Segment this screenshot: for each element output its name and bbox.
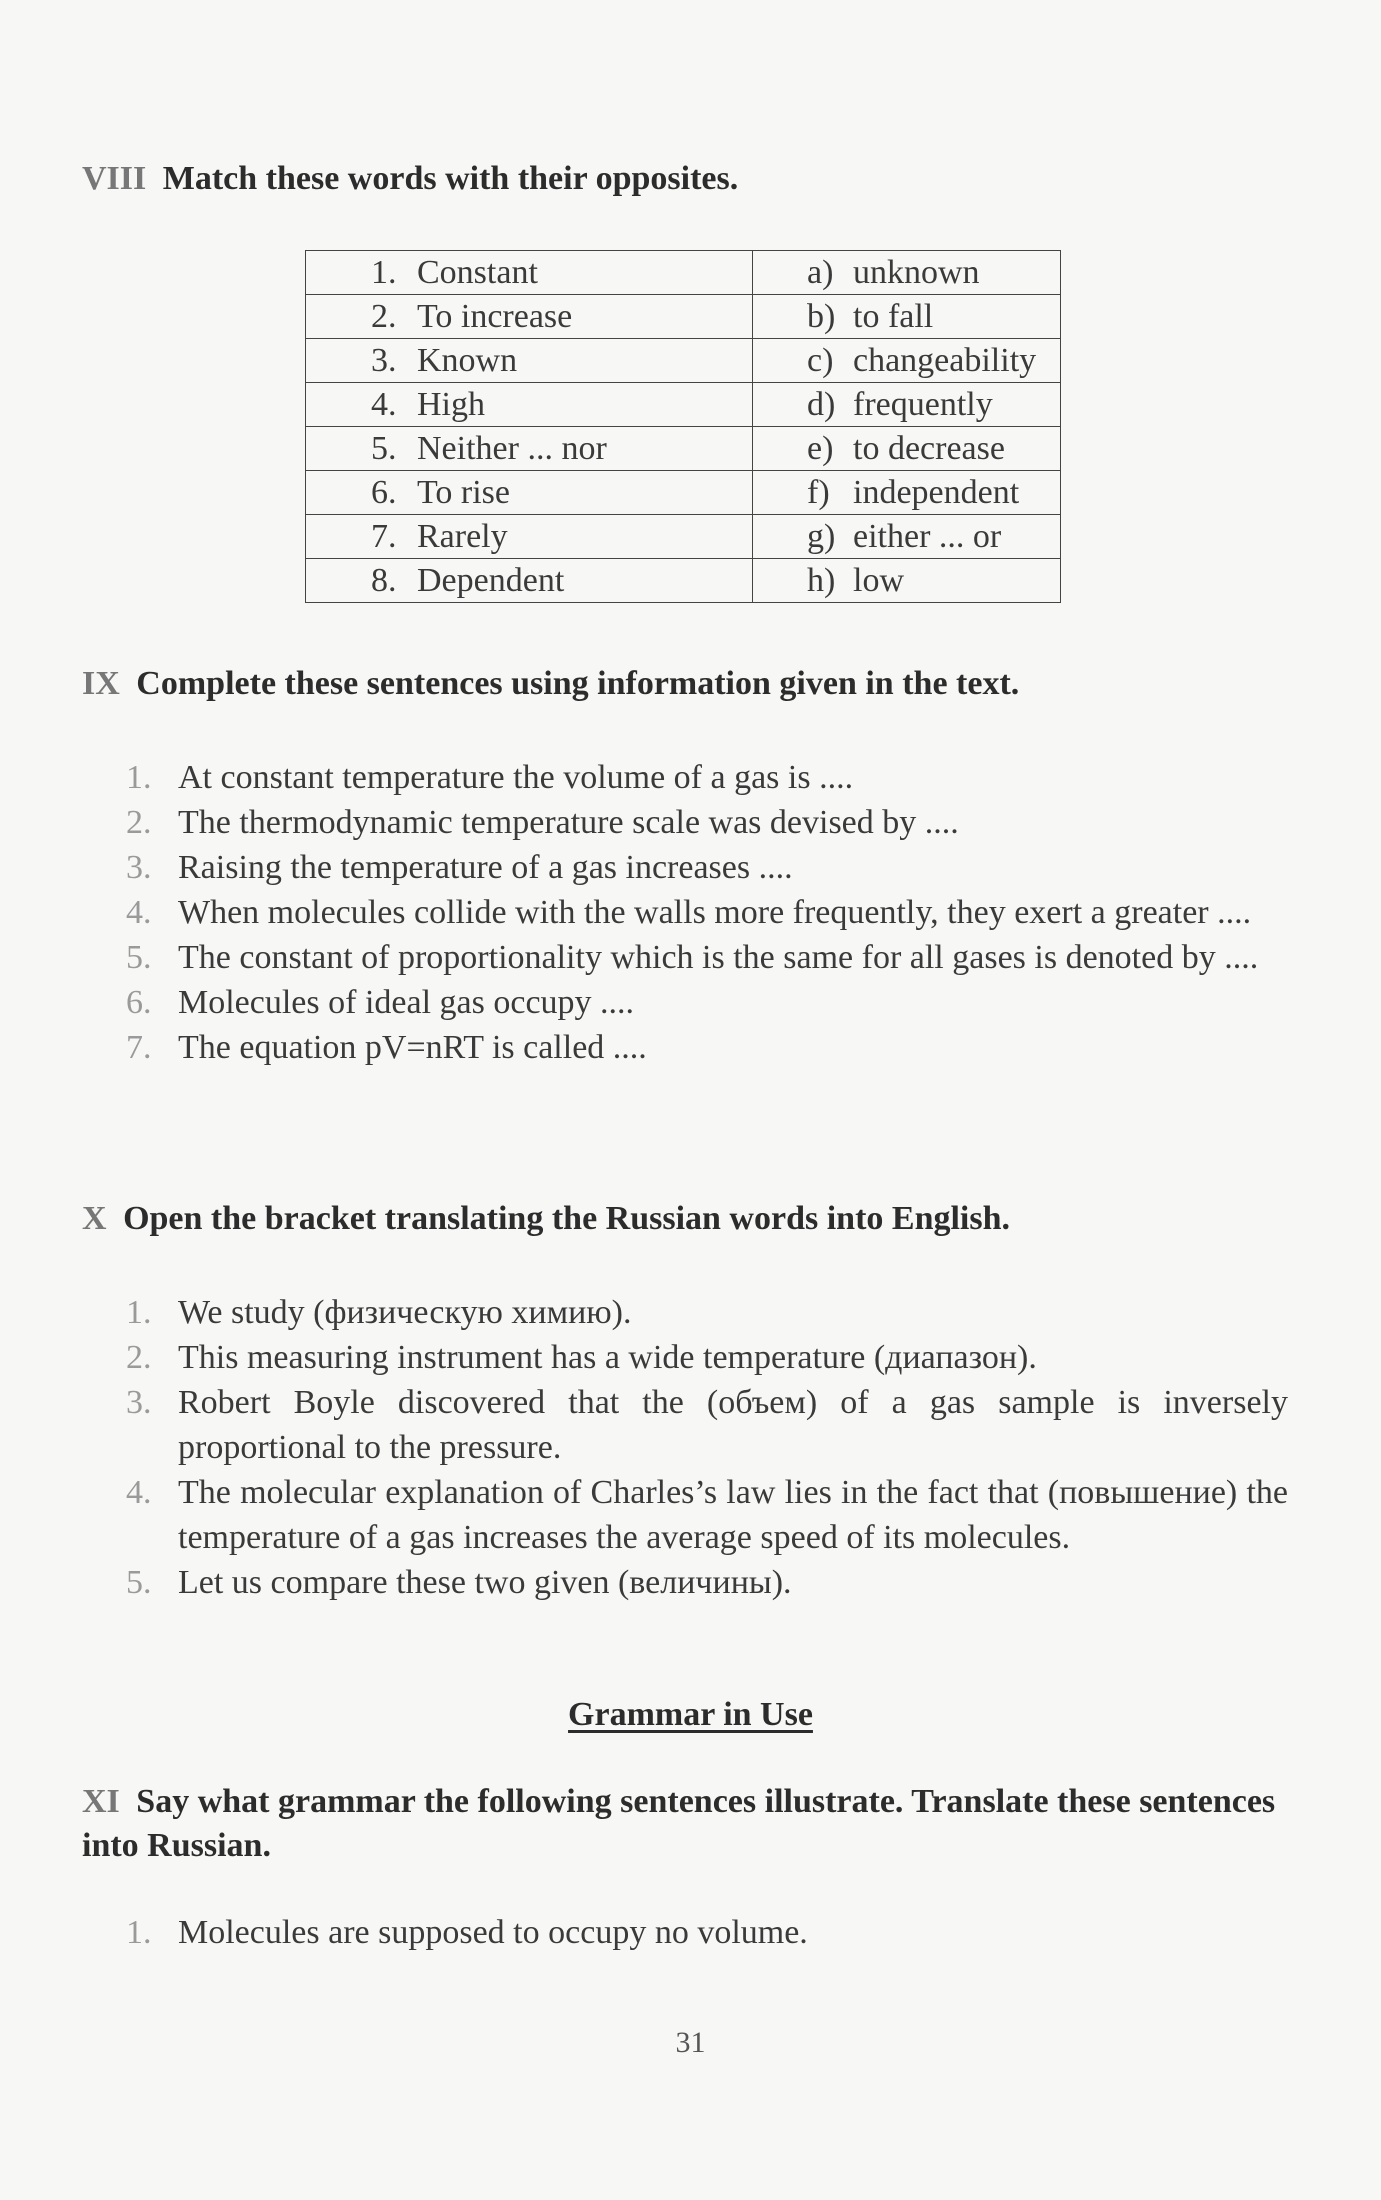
list-item: 7. The equation pV=nRT is called ....	[126, 1029, 647, 1066]
section-9-heading	[82, 665, 1019, 703]
list-item: 4. When molecules collide with the walls more frequently, they exert a greater ....	[126, 894, 1252, 931]
left-cell: 8. Dependent	[306, 559, 753, 603]
matching-table	[305, 250, 1061, 603]
left-cell: 2. To increase	[306, 295, 753, 339]
table-row	[306, 339, 1061, 383]
list-item: 2. The thermodynamic temperature scale was devised by ....	[126, 804, 959, 841]
left-cell: 5. Neither ... nor	[306, 427, 753, 471]
list-item: 2. This measuring instrument has a wide temperature (диапазон).	[126, 1339, 1037, 1376]
table-row	[306, 559, 1061, 603]
list-item: 1. Molecules are supposed to occupy no volume.	[126, 1914, 808, 1951]
table-row	[306, 383, 1061, 427]
section-11-heading	[82, 1780, 1282, 1868]
left-cell: 6. To rise	[306, 471, 753, 515]
left-cell: 4. High	[306, 383, 753, 427]
table-row	[306, 427, 1061, 471]
section-10-heading	[82, 1200, 1010, 1238]
left-cell: 3. Known	[306, 339, 753, 383]
section-9-number: IX	[82, 665, 120, 702]
left-cell: 7. Rarely	[306, 515, 753, 559]
list-item: 1. We study (физическую химию).	[126, 1294, 632, 1331]
list-item: 6. Molecules of ideal gas occupy ....	[126, 984, 635, 1021]
table-row	[306, 251, 1061, 295]
section-9-list	[126, 755, 1288, 1070]
section-8-number: VIII	[82, 160, 147, 197]
section-10-title: Open the bracket translating the Russian words into English.	[123, 1200, 1011, 1237]
list-item: 5. The constant of proportionality which is the same for all gases is denoted by ....	[126, 939, 1259, 976]
list-item: 5. Let us compare these two given (величины).	[126, 1564, 792, 1601]
table-row	[306, 471, 1061, 515]
right-cell: g) either ... or	[753, 515, 1061, 559]
right-cell: c) changeability	[753, 339, 1061, 383]
right-cell: h) low	[753, 559, 1061, 603]
section-8-heading	[82, 160, 738, 198]
list-item: 1. At constant temperature the volume of a gas is ....	[126, 759, 854, 796]
section-11-number: XI	[82, 1783, 120, 1820]
section-10-number: X	[82, 1200, 107, 1237]
list-item: 3. Robert Boyle discovered that the (объем) of a gas sample is inversely proportional to the pressure.	[126, 1384, 1288, 1466]
table-row	[306, 295, 1061, 339]
page-number: 31	[675, 2026, 706, 2059]
section-11-title: Say what grammar the following sentences illustrate. Translate these sentences into Russian.	[82, 1783, 1276, 1864]
right-cell: e) to decrease	[753, 427, 1061, 471]
right-cell: f) independent	[753, 471, 1061, 515]
list-item: 3. Raising the temperature of a gas increases ....	[126, 849, 793, 886]
right-cell: a) unknown	[753, 251, 1061, 295]
section-10-list	[126, 1290, 1288, 1605]
right-cell: b) to fall	[753, 295, 1061, 339]
left-cell: 1. Constant	[306, 251, 753, 295]
section-8-title: Match these words with their opposites.	[162, 160, 739, 197]
list-item: 4. The molecular explanation of Charles’s law lies in the fact that (повышение) the temperature of a gas increases the average speed of its molecules.	[126, 1474, 1288, 1556]
section-11-list	[126, 1910, 1288, 1955]
right-cell: d) frequently	[753, 383, 1061, 427]
grammar-in-use-title: Grammar in Use	[568, 1696, 813, 1733]
section-9-title: Complete these sentences using information given in the text.	[136, 665, 1020, 702]
table-row	[306, 515, 1061, 559]
